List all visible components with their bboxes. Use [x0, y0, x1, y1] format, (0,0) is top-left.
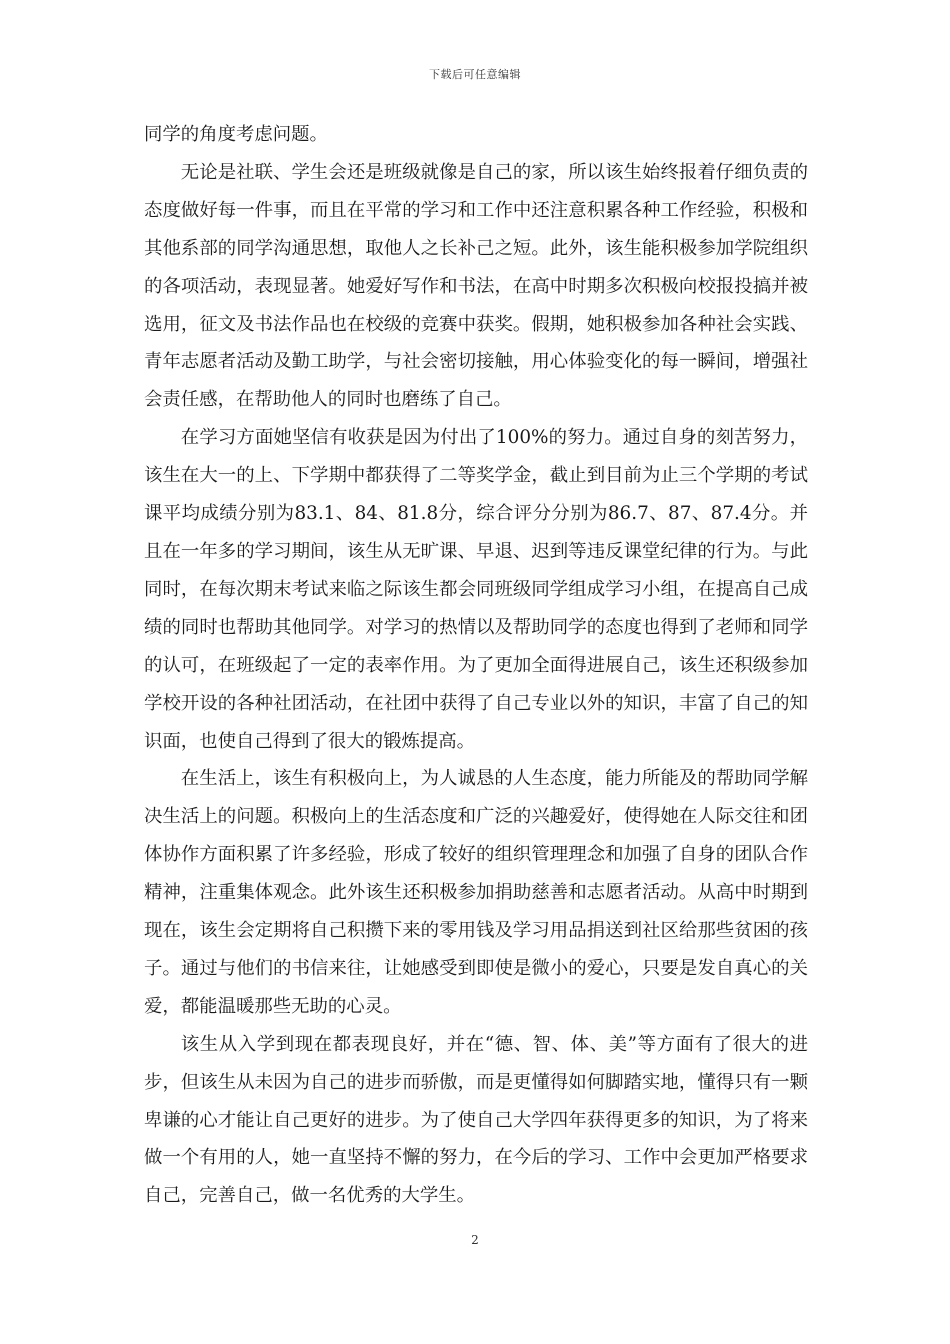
- paragraph-activities: 无论是社联、学生会还是班级就像是自己的家，所以该生始终报着仔细负责的态度做好每一件事，而且在平常的学习和工作中还注意积累各种工作经验，积极和其他系部的同学沟通思想，取他人之长补己之短。此外，该生能积极参加学院组织的各项活动，表现显著。她爱好写作和书法，在高中时期多次积极向校报投搞并被选用，征文及书法作品也在校级的竞赛中获奖。假期，她积极参加各种社会实践、青年志愿者活动及勤工助学，与社会密切接触，用心体验变化的每一瞬间，增强社会责任感，在帮助他人的同时也磨练了自己。: [144, 161, 808, 411]
- paragraph-life: 在生活上，该生有积极向上，为人诚恳的人生态度，能力所能及的帮助同学解决生活上的问题。积极向上的生活态度和广泛的兴趣爱好，使得她在人际交往和团体协作方面积累了许多经验，形成了较好的组织管理理念和加强了自身的团队合作精神，注重集体观念。此外该生还积极参加捐助慈善和志愿者活动。从高中时期到现在，该生会定期将自己积攒下来的零用钱及学习用品捐送到社区给那些贫困的孩子。通过与他们的书信来往，让她感受到即使是微小的爱心，只要是发自真心的关爱，都能温暖那些无助的心灵。: [144, 768, 808, 1017]
- page-number: 2: [471, 1233, 479, 1247]
- document-body: [144, 116, 808, 1215]
- page-header: 下载后可任意编辑: [429, 68, 521, 81]
- paragraph-continuation: 同学的角度考虑问题。: [144, 124, 328, 145]
- paragraph-summary: 该生从入学到现在都表现良好，并在“德、智、体、美”等方面有了很大的进步，但该生从未因为自己的进步而骄傲，而是更懂得如何脚踏实地，懂得只有一颗卑谦的心才能让自己更好的进步。为了使自己大学四年获得更多的知识，为了将来做一个有用的人，她一直坚持不懈的努力，在今后的学习、工作中会更加严格要求自己，完善自己，做一名优秀的大学生。: [144, 1033, 808, 1207]
- paragraph-study: 在学习方面她坚信有收获是因为付出了100%的努力。通过自身的刻苦努力，该生在大一的上、下学期中都获得了二等奖学金，截止到目前为止三个学期的考试课平均成绩分别为83.1、84、81.8分，综合评分分别为86.7、87、87.4分。并且在一年多的学习期间，该生从无旷课、早退、迟到等违反课堂纪律的行为。与此同时，在每次期末考试来临之际该生都会同班级同学组成学习小组，在提高自己成绩的同时也帮助其他同学。对学习的热情以及帮助同学的态度也得到了老师和同学的认可，在班级起了一定的表率作用。为了更加全面得进展自己，该生还积级参加学校开设的各种社团活动，在社团中获得了自己专业以外的知识，丰富了自己的知识面，也使自己得到了很大的锻炼提高。: [144, 427, 808, 752]
